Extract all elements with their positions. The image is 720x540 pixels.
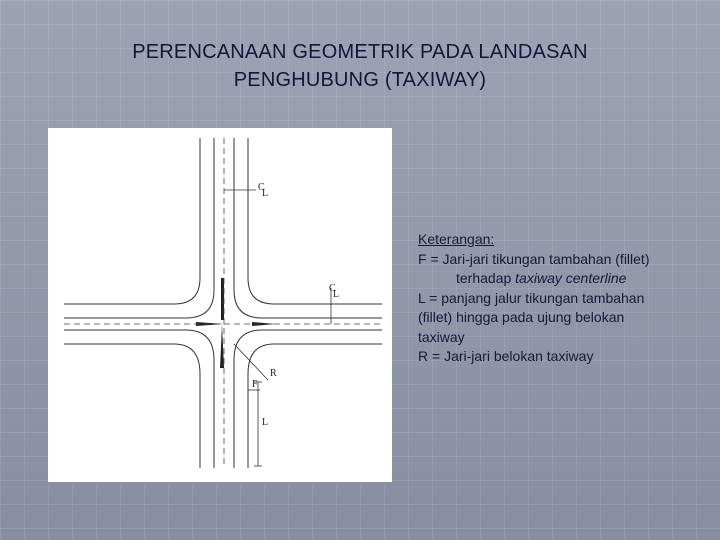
fillet-curve-bottom-right xyxy=(234,330,382,468)
cl-symbol-2-sub: L xyxy=(333,289,340,300)
cl-symbol-1: C xyxy=(258,182,265,193)
legend-f-line-2-prefix: terhadap xyxy=(456,270,516,286)
title-line-1: PERENCANAAN GEOMETRIK PADA LANDASAN xyxy=(132,41,588,63)
legend-l-line-3: taxiway xyxy=(418,328,465,345)
fillet-tip-top xyxy=(221,278,224,320)
diagram-svg xyxy=(48,128,392,482)
taxiway-intersection-diagram xyxy=(48,128,392,482)
taxiway-edge-top-right xyxy=(248,138,382,304)
radius-line xyxy=(234,344,268,380)
taxiway-edge-bottom-left xyxy=(64,344,200,468)
legend-f-line-2 xyxy=(418,269,698,289)
fillet-curve-bottom-left xyxy=(64,330,214,468)
legend-l-line-2: (fillet) hingga pada ujung belokan xyxy=(418,309,625,325)
cl-symbol-2: C xyxy=(329,283,336,294)
title-line-2: PENGHUBUNG (TAXIWAY) xyxy=(233,69,487,91)
legend-f-line: F = Jari-jari tikungan tambahan (fillet) xyxy=(418,250,650,267)
legend-heading: Keterangan: xyxy=(418,231,495,247)
label-l: L xyxy=(262,417,269,428)
taxiway-edge-top-left xyxy=(64,138,200,304)
legend-panel xyxy=(418,230,698,367)
taxiway-edge-bottom-right xyxy=(248,344,382,468)
legend-r-line: R = Jari-jari belokan taxiway xyxy=(418,348,594,364)
label-f: F xyxy=(252,379,258,390)
cl-symbol-1-sub: L xyxy=(262,188,269,199)
fillet-tip-bottom xyxy=(220,324,224,368)
legend-l-line-1: L = panjang jalur tikungan tambahan xyxy=(418,289,645,306)
label-r: R xyxy=(270,368,277,379)
fillet-curve-top-right xyxy=(234,138,382,318)
fillet-curve-top-left xyxy=(64,138,214,318)
legend-f-line-2-italic: taxiway centerline xyxy=(515,270,627,286)
slide-title xyxy=(60,38,660,94)
